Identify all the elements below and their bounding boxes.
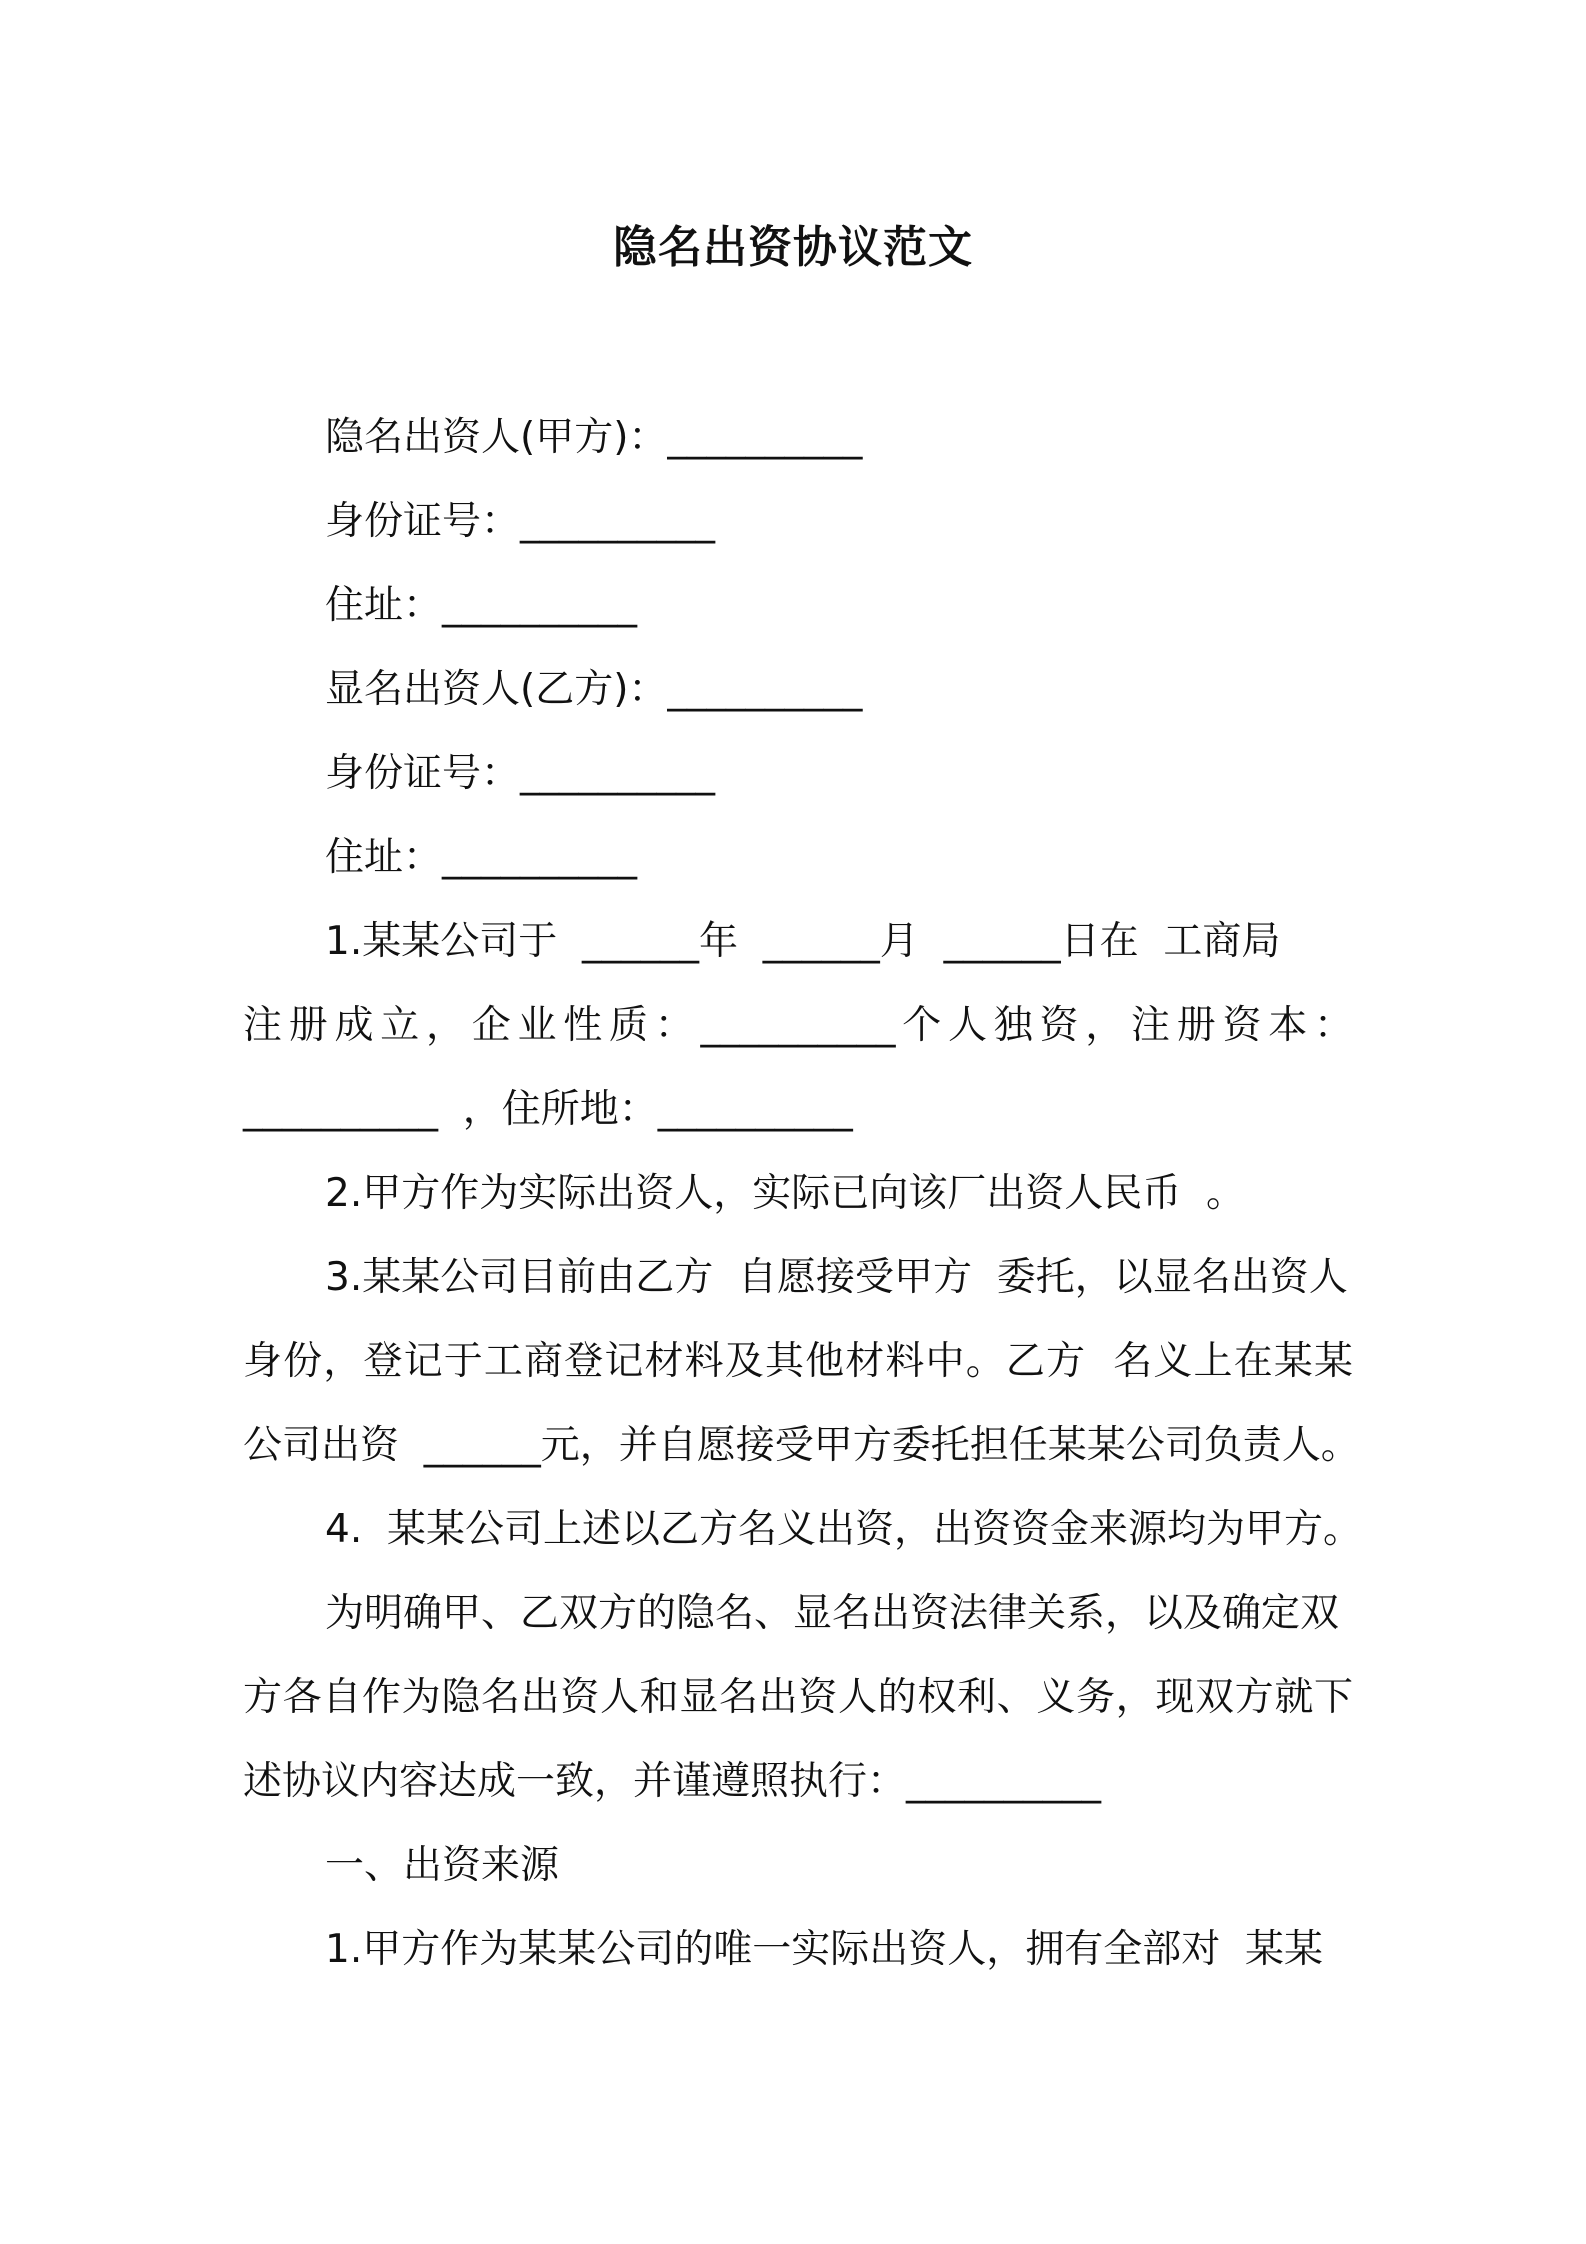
paragraph-line: 3.某某公司目前由乙方 自愿接受甲方 委托，以显名出资人: [325, 1255, 1348, 1300]
party-b-id-line: 身份证号：__________: [325, 751, 716, 796]
party-b-address-line: 住址：__________: [325, 835, 638, 880]
paragraph-line: 1.甲方作为某某公司的唯一实际出资人，拥有全部对 某某: [325, 1927, 1324, 1972]
paragraph-line: 注册成立，企业性质：__________个人独资，注册资本：: [243, 1003, 1353, 1048]
party-a-name-line: 隐名出资人(甲方)：__________: [325, 415, 863, 460]
party-a-id-line: 身份证号：__________: [325, 499, 716, 544]
paragraph-line: __________ ，住所地：__________: [243, 1087, 853, 1132]
paragraph-line: 方各自作为隐名出资人和显名出资人的权利、义务，现双方就下: [243, 1675, 1353, 1720]
paragraph-line: 1.某某公司于 ______年 ______月 ______日在 工商局: [325, 919, 1281, 964]
document-title: 隐名出资协议范文: [613, 222, 973, 273]
paragraph-line: 4. 某某公司上述以乙方名义出资，出资资金来源均为甲方。: [325, 1507, 1363, 1552]
paragraph-line: 为明确甲、乙双方的隐名、显名出资法律关系，以及确定双: [325, 1591, 1340, 1636]
party-a-address-line: 住址：__________: [325, 583, 638, 628]
paragraph-line: 身份，登记于工商登记材料及其他材料中。乙方 名义上在某某: [243, 1339, 1353, 1384]
section-heading: 一、出资来源: [325, 1843, 560, 1888]
paragraph-line: 述协议内容达成一致，并谨遵照执行：__________: [243, 1759, 1102, 1804]
paragraph-line: 公司出资 ______元，并自愿接受甲方委托担任某某公司负责人。: [243, 1423, 1360, 1468]
party-b-name-line: 显名出资人(乙方)：__________: [325, 667, 863, 712]
paragraph-line: 2.甲方作为实际出资人，实际已向该厂出资人民币 。: [325, 1171, 1246, 1216]
